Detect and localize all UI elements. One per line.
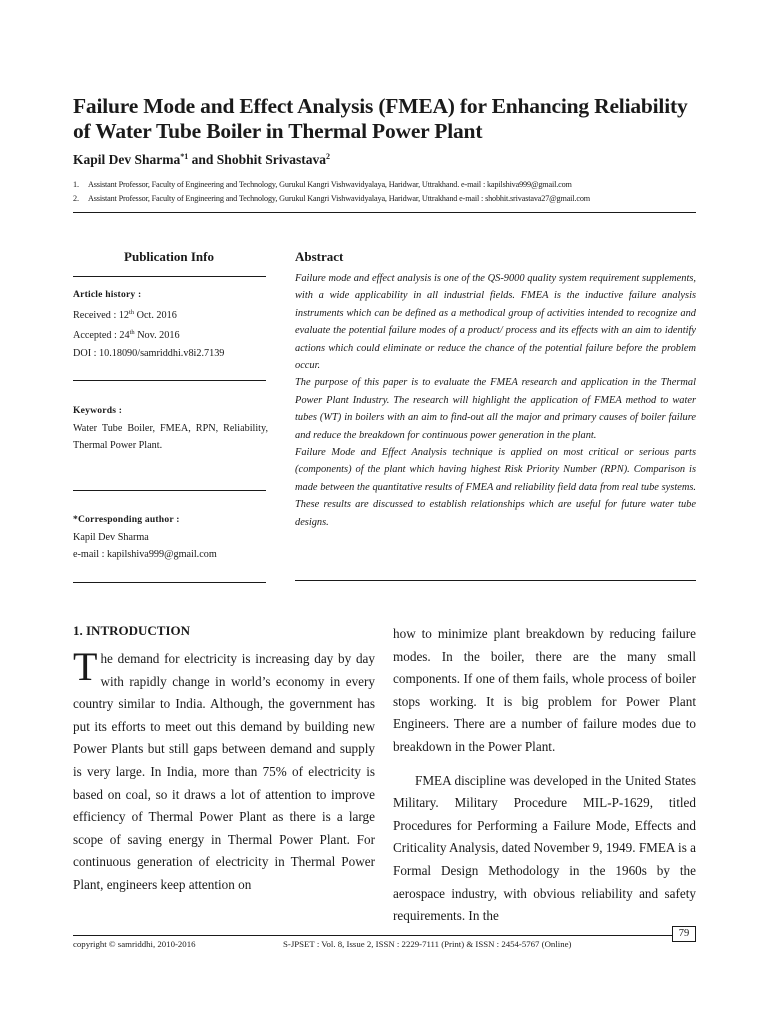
author-superscript: *1 [180, 152, 189, 161]
abstract-divider [295, 580, 696, 581]
title-line-1: Failure Mode and Effect Analysis (FMEA) for Enhancing Reliability [73, 94, 688, 118]
page-number: 79 [672, 926, 696, 942]
pubinfo-divider [73, 276, 266, 277]
abstract-paragraph: The purpose of this paper is to evaluate the FMEA research and application in the Thermal Power Plant Industry. The research will highlight the application of FMEA method to water tubes (WT) in boilers with an aim to find-out all the major and primary causes of boiler failure and reduce the breakdown for continuous power generation in the plant. [295, 377, 696, 441]
history-divider [73, 380, 266, 381]
section-heading: 1. INTRODUCTION [73, 623, 191, 638]
intro-paragraph: FMEA discipline was developed in the United States Military. Military Procedure MIL-P-1629, titled Procedures for Performing a Failure Mode, Effects and Criticality Analysis, dated November 9, 1949. FMEA is a Formal Design Methodology in the 1960s by the aerospace industry, with obvious reliability and safety requirements. In the [393, 772, 696, 924]
affiliation-text: Assistant Professor, Faculty of Engineering and Technology, Gurukul Kangri Vishwavidyalaya, Haridwar, Uttrakhand. e-mail : kapilshiva999@gmail.com [88, 180, 572, 189]
footer-divider [73, 935, 696, 936]
keywords-text: Water Tube Boiler, FMEA, RPN, Reliability, Thermal Power Plant. [73, 422, 268, 451]
affiliation [73, 192, 713, 206]
intro-left-column [73, 644, 375, 897]
corresponding-divider [73, 582, 266, 583]
affiliation-text: Assistant Professor, Faculty of Engineering and Technology, Gurukul Kangri Vishwavidyalaya, Haridwar, Uttrakhand e-mail : shobhit.srivastava27@gmail.com [88, 194, 590, 203]
corresponding-author-email: e-mail : kapilshiva999@gmail.com [73, 549, 217, 560]
author-name: Kapil Dev Sharma [73, 152, 181, 167]
intro-left-text: he demand for electricity is increasing day by day with rapidly change in world’s economy in every country similar to India. Although, the government has put its efforts to meet out this demand by building new Power Plants but still gaps between demand and supply is very large. In India, more than 75% of electricity is based on coal, so it draws a lot of attention to improve efficiency of Thermal Power Plant as there is a large scope of saving energy in Thermal Power Plant. For continuous generation of electricity in Thermal Power Plant, engineers keep attention on [73, 651, 375, 892]
intro-paragraph [73, 644, 375, 897]
corresponding-author-label: *Corresponding author : [73, 514, 180, 525]
title-line-2: of Water Tube Boiler in Thermal Power Plant [73, 119, 483, 143]
paper-title [73, 94, 713, 144]
footer-journal-info: S-JPSET : Vol. 8, Issue 2, ISSN : 2229-7111 (Print) & ISSN : 2454-5767 (Online) [283, 939, 572, 949]
keywords-label: Keywords : [73, 405, 123, 416]
article-history [73, 286, 268, 362]
abstract-heading: Abstract [295, 249, 344, 264]
drop-cap: T [73, 644, 98, 689]
affiliation-list [73, 178, 713, 206]
doi: DOI : 10.18090/samriddhi.v8i2.7139 [73, 347, 225, 359]
received-date: Received : 12th Oct. 2016 [73, 308, 177, 321]
keywords-divider [73, 490, 266, 491]
author-name: Shobhit Srivastava [216, 152, 326, 167]
header-divider [73, 212, 696, 213]
abstract-body [295, 270, 696, 531]
corresponding-author-name: Kapil Dev Sharma [73, 531, 149, 543]
abstract-paragraph: Failure Mode and Effect Analysis technique is applied on most critical or serious parts (components) of the plant which having highest Risk Priority Number (RPN). Comparison is made between the quantitative results of FMEA and reliability field data from real tube systems. These results are discussed to establish relationships which are useful for future water tube designs. [295, 447, 696, 528]
intro-right-column [393, 623, 696, 928]
author-list [73, 152, 330, 168]
affiliation-number: 2. [73, 194, 79, 203]
author-conjunction: and [191, 152, 214, 167]
publication-info-heading: Publication Info [124, 249, 214, 264]
keywords-block [73, 402, 268, 455]
intro-paragraph: how to minimize plant breakdown by reducing failure modes. In the boiler, there are the many small components. If one of them fails, whole process of boiler stops working. It is big problem for Power Plant Engineers. There are a number of failure modes due to breakdown in the Power Plant. [393, 626, 696, 754]
author-superscript: 2 [325, 152, 330, 161]
corresponding-author-block [73, 511, 268, 564]
affiliation [73, 178, 713, 192]
affiliation-number: 1. [73, 180, 79, 189]
accepted-date: Accepted : 24th Nov. 2016 [73, 329, 180, 341]
abstract-paragraph: Failure mode and effect analysis is one of the QS-9000 quality system requirement supplements, with a wide applicability in all industrial fields. FMEA is the inductive failure analysis instruments which can be defined as a methodical group of activities intended to recognize and evaluate the potential failure modes of a product/ process and its effects with an aim to identify actions which could eliminate or reduce the chance of the potential failure before the problem occur. [295, 273, 696, 372]
article-history-label: Article history : [73, 289, 142, 300]
footer-copyright: copyright © samriddhi, 2010-2016 [73, 939, 196, 949]
